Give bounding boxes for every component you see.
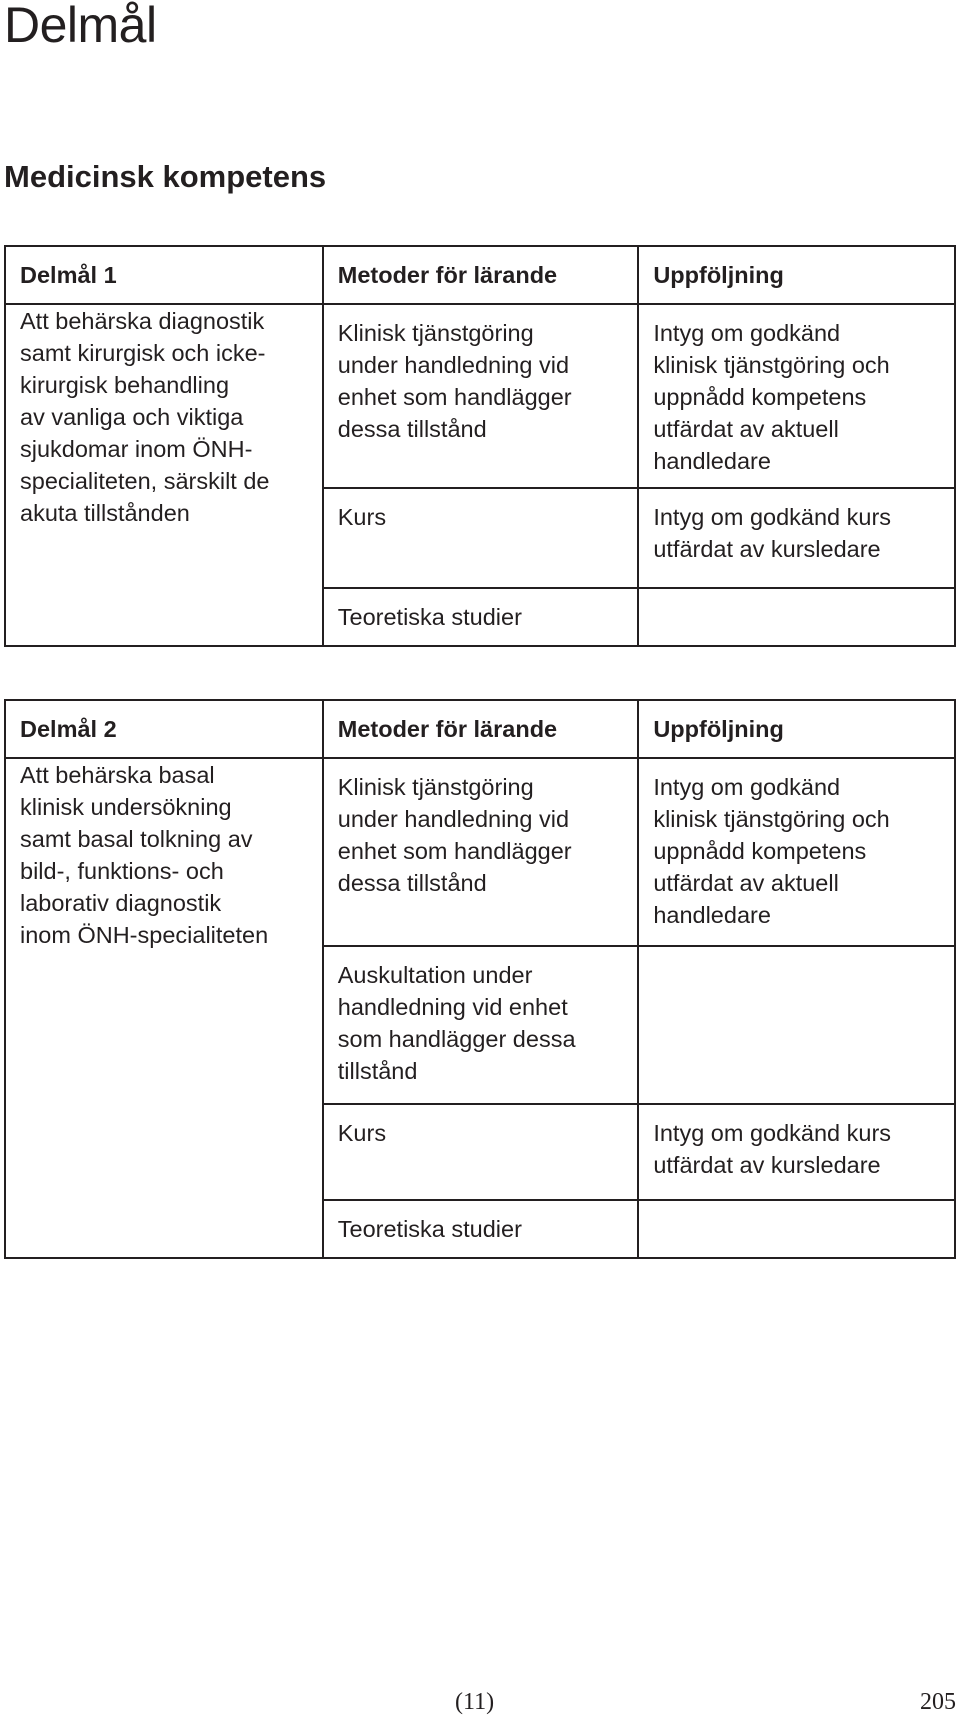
text-line: tillstånd [337,1058,418,1084]
followup-cell [638,1200,955,1258]
text-line: Intyg om godkänd kurs [653,504,892,530]
text-line: enhet som handlägger [337,838,572,864]
text-line: Teoretiska studier [337,604,522,630]
followup-cell [638,1104,955,1200]
method-cell [323,1104,639,1200]
text-line: under handledning vid [337,806,570,832]
section-number: (11) [455,1689,495,1715]
text-line: Intyg om godkänd kurs [653,1120,892,1146]
followup-header: Uppföljning [638,700,955,758]
text-line: samt basal tolkning av [20,826,253,852]
table-header-row [5,246,955,304]
methods-header: Metoder för lärande [323,246,639,304]
delmal-2-table [4,699,956,1259]
text-line: bild-, funktions- och [20,858,224,884]
text-line: enhet som handlägger [337,384,572,410]
followup-cell [638,758,955,946]
text-line: Kurs [337,1120,387,1146]
text-line: utfärdat av kursledare [653,1152,881,1178]
text-line: utfärdat av aktuell [653,870,839,896]
text-line: under handledning vid [337,352,570,378]
text-line: utfärdat av aktuell [653,416,839,442]
text-line: som handlägger dessa [337,1026,576,1052]
text-line: specialiteten, särskilt de [20,468,270,494]
method-cell [323,758,639,946]
table-header-row [5,700,955,758]
followup-header: Uppföljning [638,246,955,304]
text-line: Intyg om godkänd [653,320,841,346]
text-line: Kurs [337,504,387,530]
table-row [5,758,955,946]
method-cell [323,946,639,1104]
text-line: Klinisk tjänstgöring [337,320,534,346]
text-line: uppnådd kompetens [653,838,867,864]
method-cell [323,304,639,488]
goal-header: Delmål 1 [5,246,323,304]
followup-cell [638,304,955,488]
text-line: Teoretiska studier [337,1216,522,1242]
text-line: sjukdomar inom ÖNH- [20,436,253,462]
text-line: handledare [653,902,771,928]
table-row [5,304,955,488]
text-line: Klinisk tjänstgöring [337,774,534,800]
text-line: laborativ diagnostik [20,890,222,916]
delmal-1-table [4,245,956,647]
text-line: handledning vid enhet [337,994,568,1020]
text-line: kirurgisk behandling [20,372,230,398]
text-line: samt kirurgisk och icke- [20,340,266,366]
followup-cell [638,946,955,1104]
section-title: Medicinsk kompetens [4,159,327,194]
text-line: Auskultation under [337,962,533,988]
followup-cell [638,588,955,646]
text-line: Intyg om godkänd [653,774,841,800]
goal-description [5,304,323,646]
text-line: inom ÖNH-specialiteten [20,922,269,948]
goal-header: Delmål 2 [5,700,323,758]
page-number: 205 [920,1689,956,1715]
text-line: klinisk tjänstgöring och [653,806,890,832]
text-line: dessa tillstånd [337,416,487,442]
text-line: uppnådd kompetens [653,384,867,410]
text-line: utfärdat av kursledare [653,536,881,562]
page-title: Delmål [4,0,157,53]
followup-cell [638,488,955,588]
text-line: Att behärska basal [20,762,215,788]
method-cell [323,588,639,646]
text-line: klinisk tjänstgöring och [653,352,890,378]
method-cell [323,1200,639,1258]
method-cell [323,488,639,588]
methods-header: Metoder för lärande [323,700,639,758]
text-line: Att behärska diagnostik [20,308,265,334]
text-line: av vanliga och viktiga [20,404,244,430]
goal-description [5,758,323,1258]
text-line: dessa tillstånd [337,870,487,896]
text-line: handledare [653,448,771,474]
text-line: akuta tillstånden [20,500,190,526]
text-line: klinisk undersökning [20,794,232,820]
